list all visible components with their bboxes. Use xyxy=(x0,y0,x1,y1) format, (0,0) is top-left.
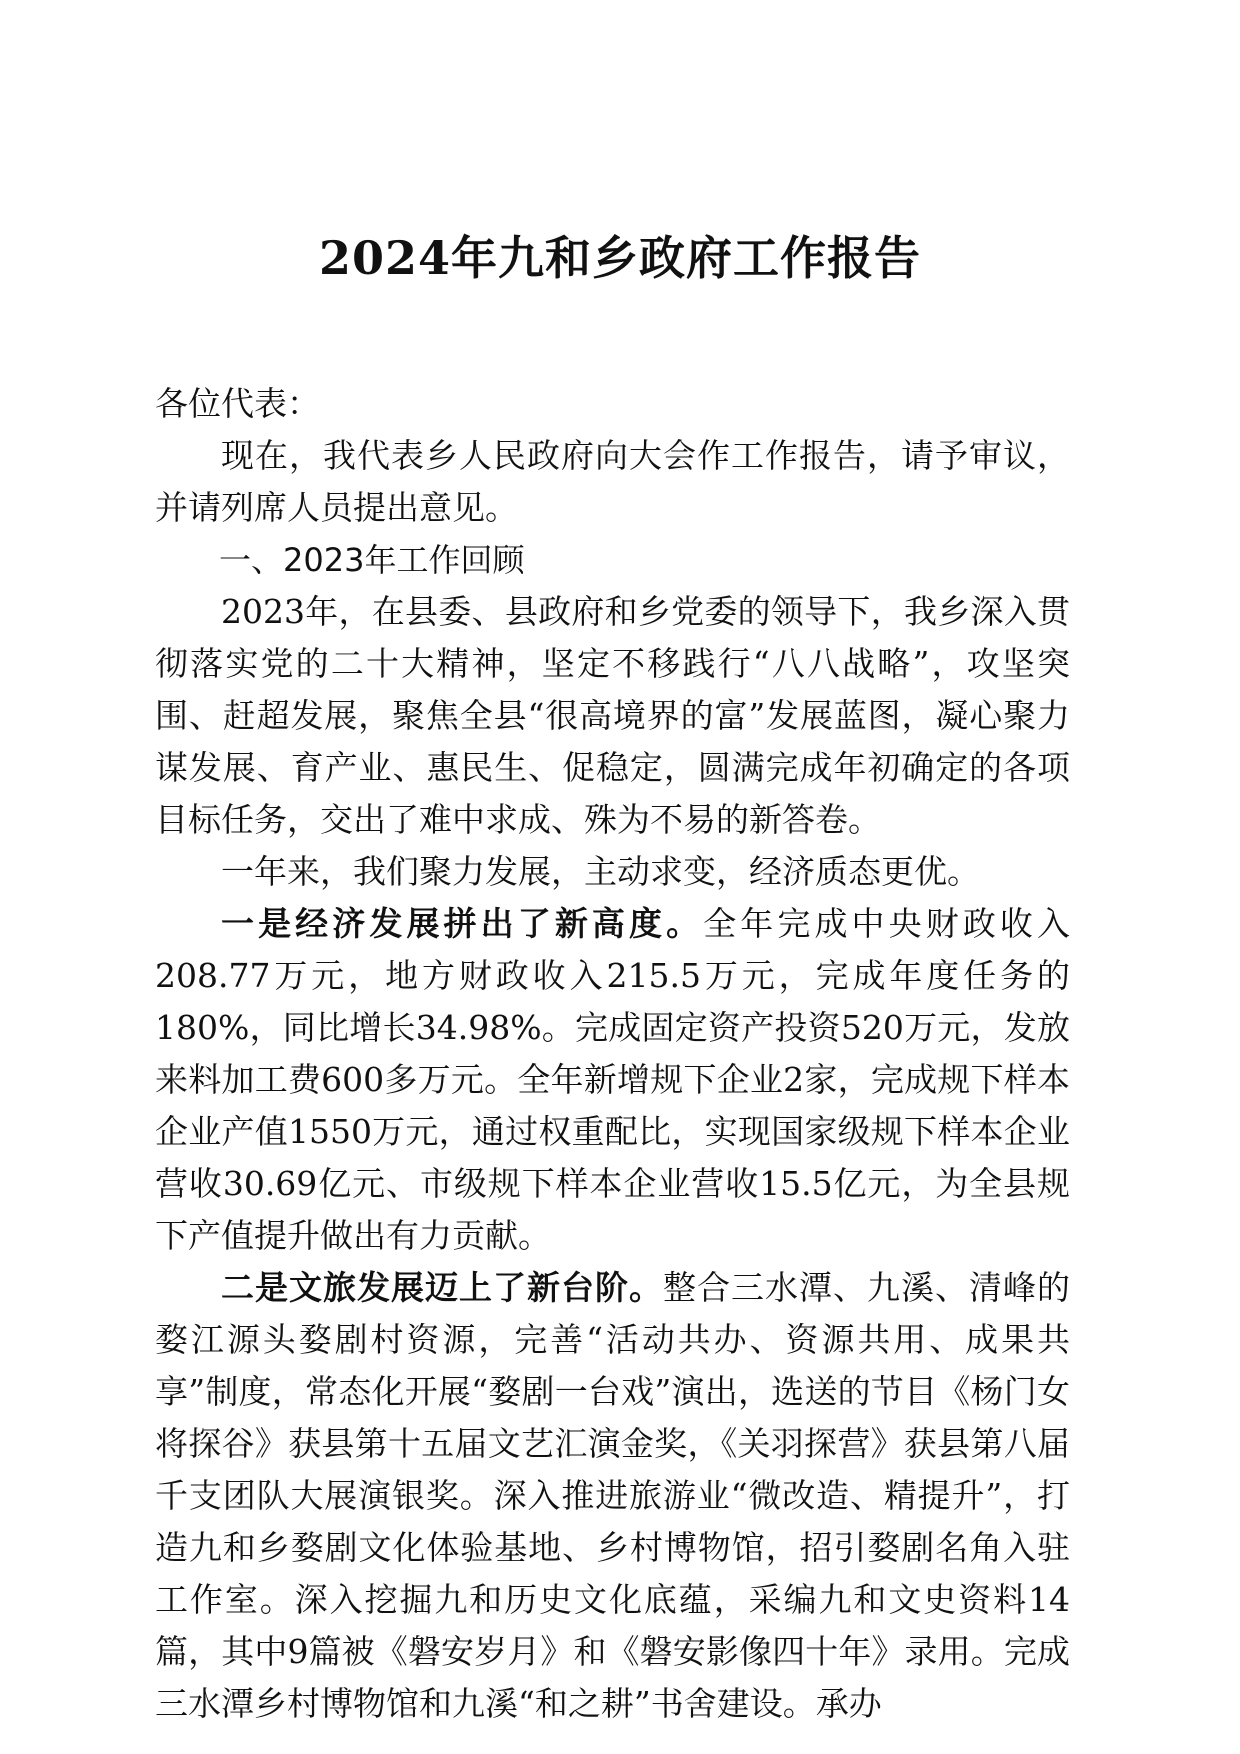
document-title: 2024年九和乡政府工作报告 xyxy=(318,231,922,285)
tourism-paragraph xyxy=(155,1262,1070,1730)
economy-paragraph xyxy=(155,898,1070,1262)
overview-paragraph: 2023年，在县委、县政府和乡党委的领导下，我乡深入贯彻落实党的二十大精神，坚定不移践行“八八战略”，攻坚突围、赶超发展，聚焦全县“很高境界的富”发展蓝图，凝心聚力谋发展、育产业、惠民生、促稳定，圆满完成年初确定的各项目标任务，交出了难中求成、殊为不易的新答卷。 xyxy=(155,592,1070,839)
intro-paragraph: 现在，我代表乡人民政府向大会作工作报告，请予审议，并请列席人员提出意见。 xyxy=(155,436,1070,527)
tourism-lead: 二是文旅发展迈上了新台阶。 xyxy=(221,1268,663,1307)
document-body xyxy=(155,378,1070,1730)
economy-text: 全年完成中央财政收入208.77万元，地方财政收入215.5万元，完成年度任务的180%，同比增长34.98%。完成固定资产投资520万元，发放来料加工费600多万元。全年新增规下企业2家，完成规下样本企业产值1550万元，通过权重配比，实现国家级规下样本企业营收30.69亿元、市级规下样本企业营收15.5亿元，为全县规下产值提升做出有力贡献。 xyxy=(155,904,1071,1255)
section-heading-2023-review: 一、2023年工作回顾 xyxy=(219,541,525,579)
economy-lead: 一是经济发展拼出了新高度。 xyxy=(221,904,704,943)
year-summary-paragraph: 一年来，我们聚力发展，主动求变，经济质态更优。 xyxy=(221,852,980,891)
salutation: 各位代表： xyxy=(155,384,320,423)
tourism-text: 整合三水潭、九溪、清峰的婺江源头婺剧村资源，完善“活动共办、资源共用、成果共享”制度，常态化开展“婺剧一台戏”演出，选送的节目《杨门女将探谷》获县第十五届文艺汇演金奖，《关羽探营》获县第八届千支团队大展演银奖。深入推进旅游业“微改造、精提升”，打造九和乡婺剧文化体验基地、乡村博物馆，招引婺剧名角入驻工作室。深入挖掘九和历史文化底蕴，采编九和文史资料14篇，其中9篇被《磐安岁月》和《磐安影像四十年》录用。完成三水潭乡村博物馆和九溪“和之耕”书舍建设。承办 xyxy=(155,1268,1070,1723)
